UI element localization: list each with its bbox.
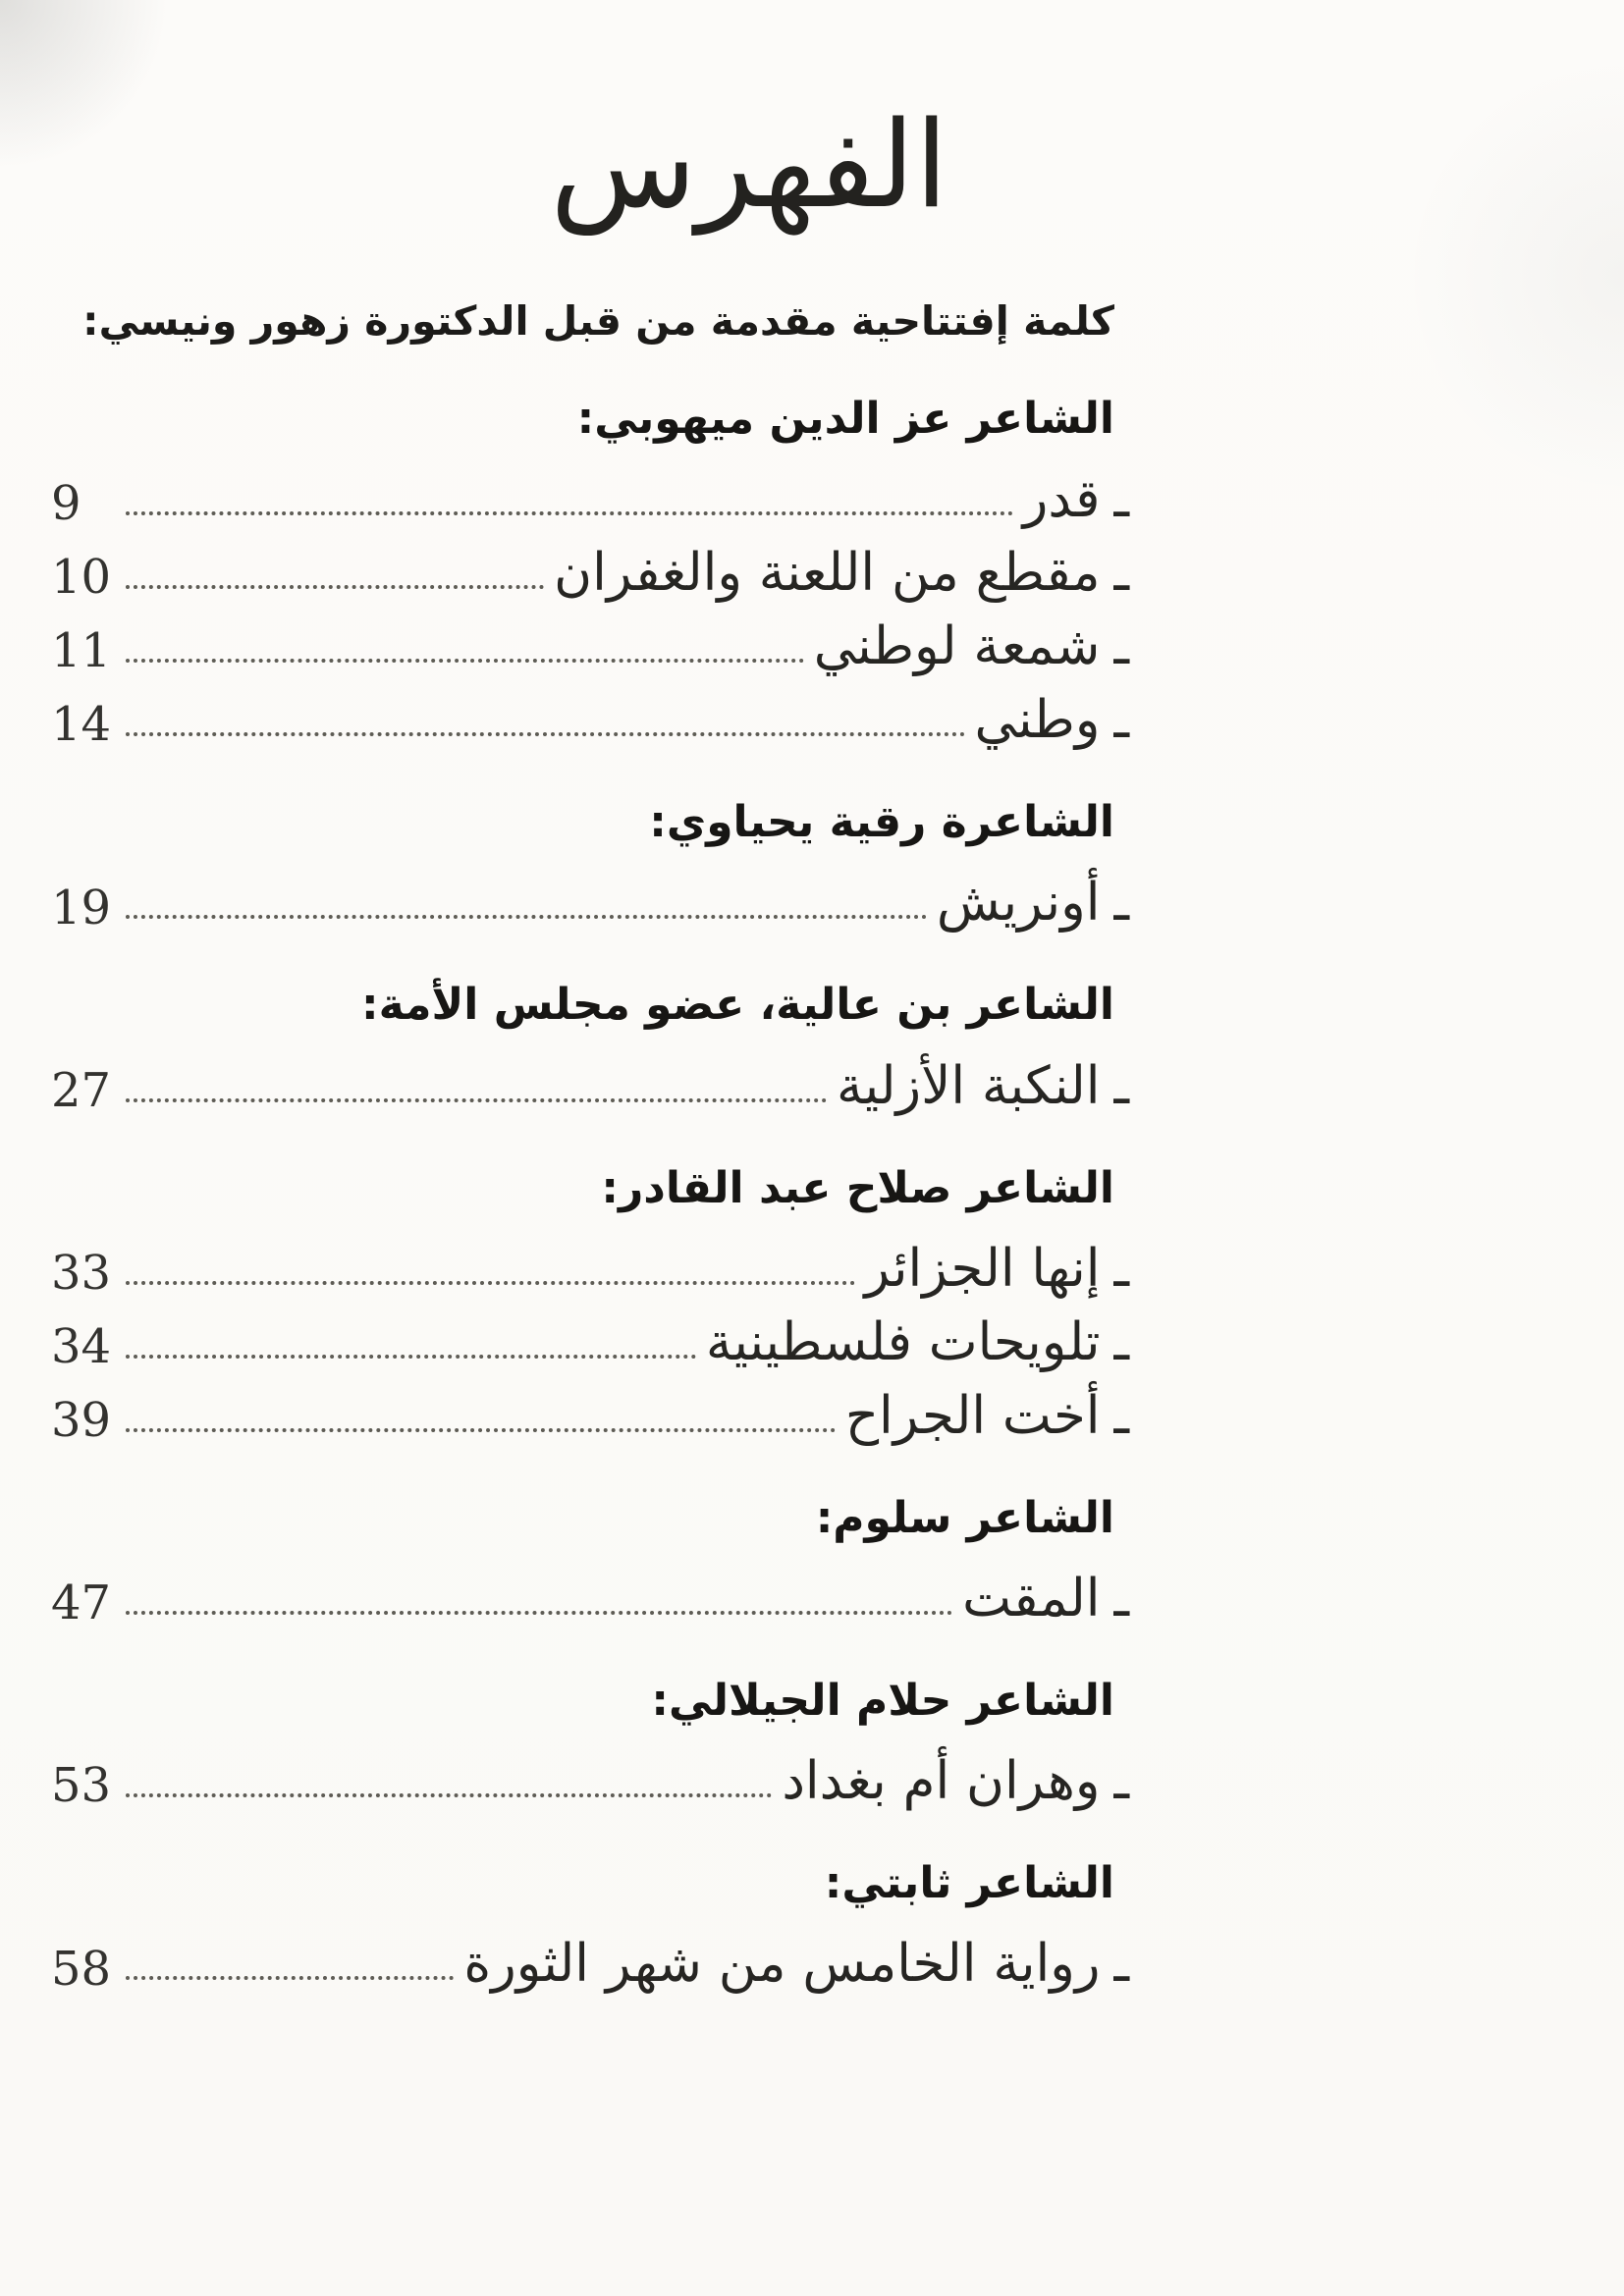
toc-section — [0, 1855, 1624, 1995]
entry-title: تلويحات فلسطينية — [705, 1311, 1101, 1372]
entry-bullet-dash: ـ — [1113, 873, 1129, 934]
entry-page-number: 34 — [51, 1318, 112, 1374]
entry-page-number: 58 — [51, 1941, 112, 1997]
toc-section — [0, 1673, 1624, 1812]
entry-page-number: 39 — [51, 1392, 112, 1448]
poet-header: الشاعر عز الدين ميهوبي: — [576, 393, 1114, 444]
entry-title: وطني — [974, 690, 1101, 751]
entry-title: وهران أم بغداد — [782, 1751, 1101, 1812]
toc-entry — [51, 677, 1129, 751]
dotted-leader — [126, 1428, 836, 1432]
toc-entry — [51, 1921, 1129, 1995]
entry-page-number: 10 — [51, 550, 112, 606]
dotted-leader — [126, 915, 927, 919]
entry-title: أخت الجراح — [844, 1385, 1101, 1446]
toc-entry — [51, 456, 1129, 530]
poet-entries — [51, 1738, 1129, 1812]
dotted-leader — [126, 511, 1013, 515]
poet-entries — [51, 1226, 1129, 1447]
entry-page-number: 14 — [51, 697, 112, 753]
poet-entries — [51, 1556, 1129, 1629]
toc-entry — [51, 1300, 1129, 1373]
entry-bullet-dash: ـ — [1113, 1934, 1129, 1995]
entry-bullet-dash: ـ — [1113, 1385, 1129, 1446]
toc-entry — [51, 1226, 1129, 1300]
entry-title: إنها الجزائر — [864, 1238, 1101, 1299]
dotted-leader — [126, 1793, 772, 1797]
dotted-leader — [126, 1976, 454, 1980]
poet-header: الشاعر حلام الجيلالي: — [651, 1675, 1114, 1726]
toc-entry — [51, 604, 1129, 677]
dotted-leader — [126, 1098, 827, 1102]
entry-page-number: 53 — [51, 1758, 112, 1814]
dotted-leader — [126, 1355, 696, 1359]
entry-title: قدر — [1022, 469, 1101, 530]
entry-bullet-dash: ـ — [1113, 1055, 1129, 1116]
toc-section — [0, 391, 1624, 751]
toc-section — [0, 794, 1624, 934]
dotted-leader — [126, 1281, 855, 1285]
entry-bullet-dash: ـ — [1113, 616, 1129, 677]
entry-bullet-dash: ـ — [1113, 1751, 1129, 1812]
entry-title: مقطع من اللعنة والغفران — [554, 543, 1101, 604]
entry-page-number: 47 — [51, 1575, 112, 1631]
page-title: الفهرس — [550, 95, 948, 235]
toc-entry — [51, 1556, 1129, 1629]
entry-bullet-dash: ـ — [1113, 1238, 1129, 1299]
toc-entry — [51, 530, 1129, 604]
poet-header: الشاعرة رقية يحياوي: — [649, 797, 1114, 848]
poet-header: الشاعر سلوم: — [815, 1492, 1114, 1543]
entry-page-number: 27 — [51, 1062, 112, 1118]
entry-bullet-dash: ـ — [1113, 690, 1129, 751]
poet-header: الشاعر صلاح عبد القادر: — [601, 1162, 1114, 1213]
entry-title: المقت — [962, 1568, 1101, 1629]
toc-entry — [51, 1373, 1129, 1447]
entry-page-number: 19 — [51, 880, 112, 935]
poet-entries — [51, 1921, 1129, 1995]
entry-title: النكبة الأزلية — [836, 1055, 1101, 1116]
poet-entries — [51, 860, 1129, 934]
toc-sections — [0, 391, 1624, 1995]
entry-page-number: 33 — [51, 1245, 112, 1301]
toc-entry — [51, 1738, 1129, 1812]
intro-line: كلمة إفتتاحية مقدمة من قبل الدكتورة زهور ونيسي: — [82, 296, 1114, 345]
entry-title: شمعة لوطني — [813, 616, 1101, 677]
entry-bullet-dash: ـ — [1113, 469, 1129, 530]
toc-entry — [51, 860, 1129, 934]
dotted-leader — [126, 659, 804, 663]
entry-title: رواية الخامس من شهر الثورة — [463, 1934, 1101, 1995]
poet-header: الشاعر بن عالية، عضو مجلس الأمة: — [361, 980, 1114, 1031]
entry-page-number: 11 — [51, 623, 112, 679]
entry-title: أونريش — [936, 873, 1101, 934]
toc-entry — [51, 1043, 1129, 1117]
entry-page-number: 9 — [51, 476, 81, 532]
toc-section — [0, 1490, 1624, 1629]
dotted-leader — [126, 732, 965, 736]
dotted-leader — [126, 585, 544, 589]
poet-entries — [51, 456, 1129, 751]
poet-header: الشاعر ثابتي: — [824, 1858, 1114, 1909]
dotted-leader — [126, 1611, 952, 1615]
toc-section — [0, 977, 1624, 1116]
entry-bullet-dash: ـ — [1113, 1568, 1129, 1629]
poet-entries — [51, 1043, 1129, 1117]
entry-bullet-dash: ـ — [1113, 1311, 1129, 1372]
toc-section — [0, 1160, 1624, 1447]
entry-bullet-dash: ـ — [1113, 543, 1129, 604]
